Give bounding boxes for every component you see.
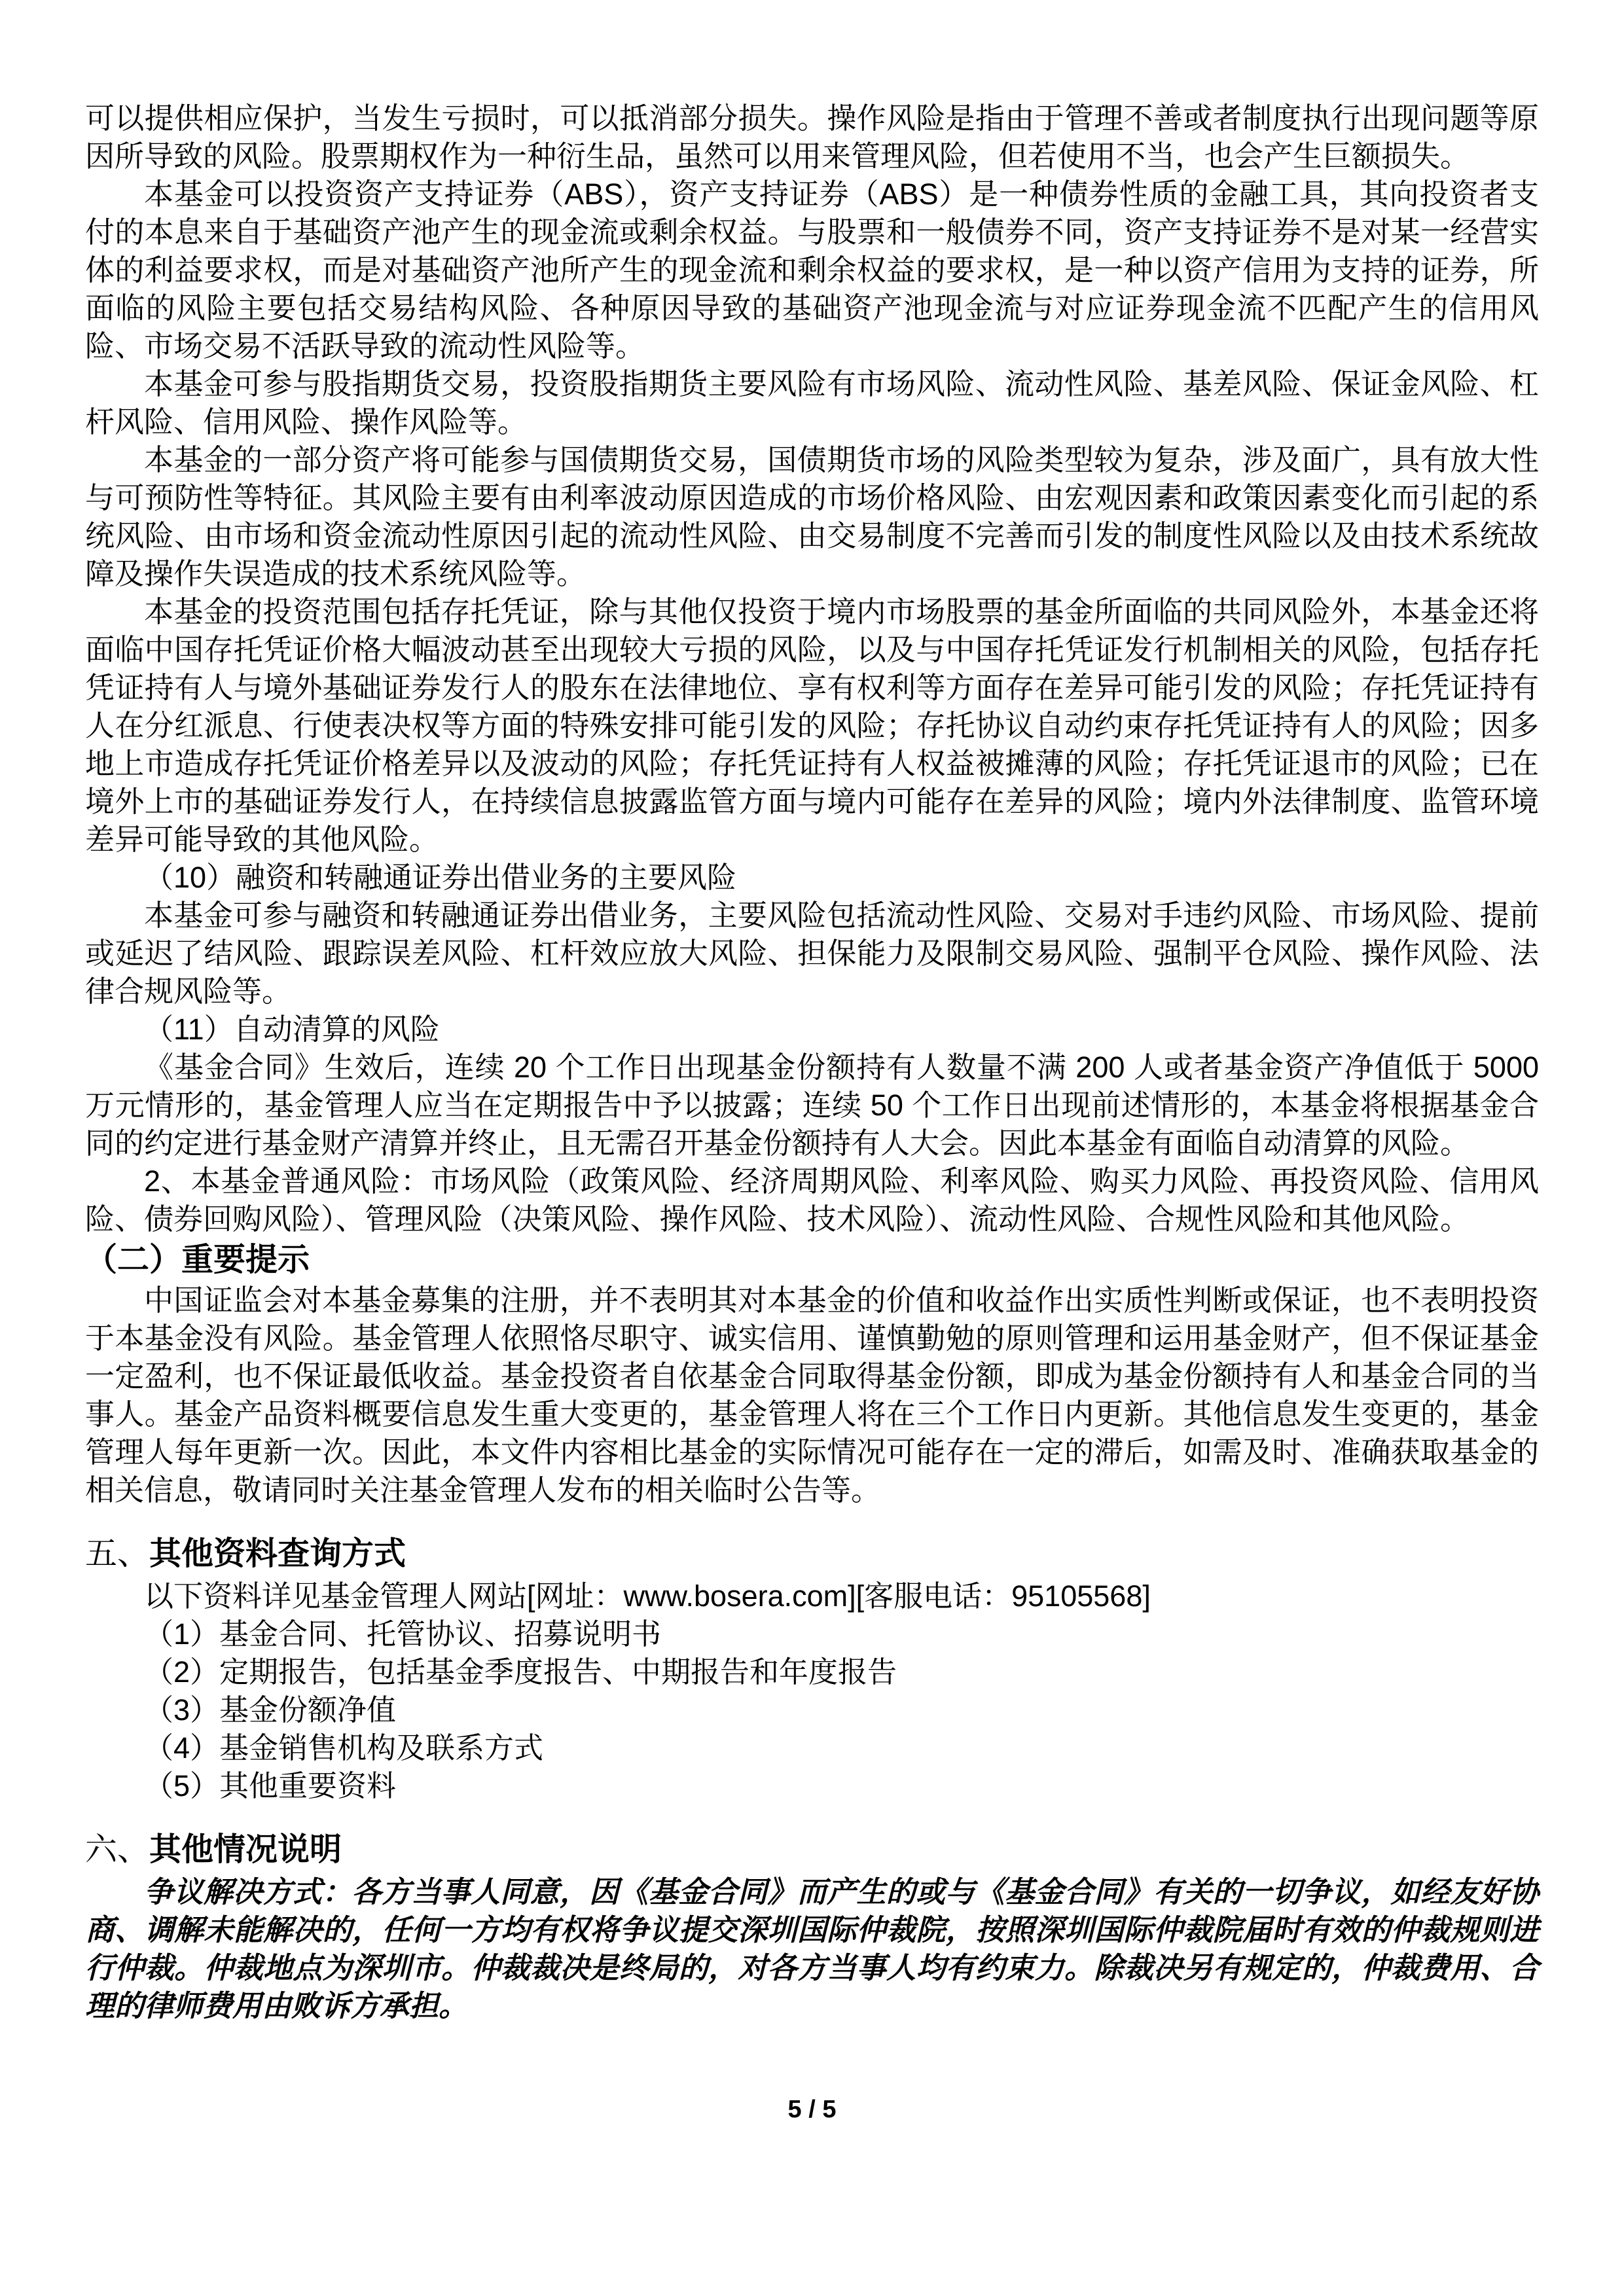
para-info-lookup-intro: 以下资料详见基金管理人网站[网址：www.bosera.com][客服电话：95105568] — [144, 1579, 1151, 1613]
heading-section-six — [85, 1829, 1539, 1871]
para-securities-lending-risk: 本基金可参与融资和转融通证券出借业务，主要风险包括流动性风险、交易对手违约风险、市场风险、提前或延迟了结风险、跟踪误差风险、杠杆效应放大风险、担保能力及限制交易风险、强制平仓风险、操作风险、法律合规风险等。 — [85, 899, 1539, 1008]
para-common-risks: 2、本基金普通风险：市场风险（政策风险、经济周期风险、利率风险、购买力风险、再投资风险、信用风险、债券回购风险）、管理风险（决策风险、操作风险、技术风险）、流动性风险、合规性风险和其他风险。 — [85, 1164, 1539, 1236]
heading-important-notice: （二）重要提示 — [85, 1242, 310, 1278]
subheading-securities-lending-risk: （10）融资和转融通证券出借业务的主要风险 — [144, 861, 737, 894]
para-auto-liquidation-risk: 《基金合同》生效后，连续 20 个工作日出现基金份额持有人数量不满 200 人或者基金资产净值低于 5000 万元情形的，基金管理人应当在定期报告中予以披露；连续 50 个工作日出现前述情形的，本基金将根据基金合同的约定进行基金财产清算并终止，且无需召开基金份额持有人大会。因此本基金有面临自动清算的风险。 — [85, 1050, 1539, 1160]
list-item-sales-agencies: （4）基金销售机构及联系方式 — [144, 1731, 544, 1765]
heading-section-five — [85, 1533, 1539, 1575]
page-number: 5 / 5 — [787, 2096, 837, 2123]
para-operation-risk: 可以提供相应保护，当发生亏损时，可以抵消部分损失。操作风险是指由于管理不善或者制度执行出现问题等原因所导致的风险。股票期权作为一种衍生品，虽然可以用来管理风险，但若使用不当，也会产生巨额损失。 — [85, 101, 1539, 173]
para-cdr-risk: 本基金的投资范围包括存托凭证，除与其他仅投资于境内市场股票的基金所面临的共同风险外，本基金还将面临中国存托凭证价格大幅波动甚至出现较大亏损的风险，以及与中国存托凭证发行机制相关的风险，包括存托凭证持有人与境外基础证券发行人的股东在法律地位、享有权利等方面存在差异可能引发的风险；存托凭证持有人在分红派息、行使表决权等方面的特殊安排可能引发的风险；存托协议自动约束存托凭证持有人的风险；因多地上市造成存托凭证价格差异以及波动的风险；存托凭证持有人权益被摊薄的风险；存托凭证退市的风险；已在境外上市的基础证券发行人，在持续信息披露监管方面与境内可能存在差异的风险；境内外法律制度、监管环境差异可能导致的其他风险。 — [85, 595, 1539, 856]
list-item-other-materials: （5）其他重要资料 — [144, 1769, 397, 1803]
para-dispute-resolution: 争议解决方式：各方当事人同意，因《基金合同》而产生的或与《基金合同》有关的一切争议，如经友好协商、调解未能解决的，任何一方均有权将争议提交深圳国际仲裁院，按照深圳国际仲裁院届时有效的仲裁规则进行仲裁。仲裁地点为深圳市。仲裁裁决是终局的，对各方当事人均有约束力。除裁决另有规定的，仲裁费用、合理的律师费用由败诉方承担。 — [85, 1875, 1539, 2022]
list-item-nav: （3）基金份额净值 — [144, 1693, 397, 1727]
para-abs-risk: 本基金可以投资资产支持证券（ABS），资产支持证券（ABS）是一种债券性质的金融工具，其向投资者支付的本息来自于基础资产池产生的现金流或剩余权益。与股票和一般债券不同，资产支持证券不是对某一经营实体的利益要求权，而是对基础资产池所产生的现金流和剩余权益的要求权，是一种以资产信用为支持的证券，所面临的风险主要包括交易结构风险、各种原因导致的基础资产池现金流与对应证券现金流不匹配产生的信用风险、市场交易不活跃导致的流动性风险等。 — [85, 177, 1539, 363]
list-item-fund-contract: （1）基金合同、托管协议、招募说明书 — [144, 1617, 662, 1651]
para-important-notice: 中国证监会对本基金募集的注册，并不表明其对本基金的价值和收益作出实质性判断或保证，也不表明投资于本基金没有风险。基金管理人依照恪尽职守、诚实信用、谨慎勤勉的原则管理和运用基金财产，但不保证基金一定盈利，也不保证最低收益。基金投资者自依基金合同取得基金份额，即成为基金份额持有人和基金合同的当事人。基金产品资料概要信息发生重大变更的，基金管理人将在三个工作日内更新。其他信息发生变更的，基金管理人每年更新一次。因此，本文件内容相比基金的实际情况可能存在一定的滞后，如需及时、准确获取基金的相关信息，敬请同时关注基金管理人发布的相关临时公告等。 — [85, 1283, 1539, 1507]
document-body — [85, 99, 1539, 2025]
section-five-number: 五、 — [85, 1536, 150, 1571]
section-five-title: 其他资料查询方式 — [149, 1536, 406, 1571]
section-six-number: 六、 — [85, 1832, 150, 1867]
para-index-futures-risk: 本基金可参与股指期货交易，投资股指期货主要风险有市场风险、流动性风险、基差风险、保证金风险、杠杆风险、信用风险、操作风险等。 — [85, 367, 1539, 439]
section-six-title: 其他情况说明 — [149, 1832, 342, 1867]
para-bond-futures-risk: 本基金的一部分资产将可能参与国债期货交易，国债期货市场的风险类型较为复杂，涉及面广，具有放大性与可预防性等特征。其风险主要有由利率波动原因造成的市场价格风险、由宏观因素和政策因素变化而引起的系统风险、由市场和资金流动性原因引起的流动性风险、由交易制度不完善而引发的制度性风险以及由技术系统故障及操作失误造成的技术系统风险等。 — [85, 443, 1539, 590]
list-item-periodic-reports: （2）定期报告，包括基金季度报告、中期报告和年度报告 — [144, 1655, 897, 1689]
subheading-auto-liquidation-risk: （11）自动清算的风险 — [144, 1013, 440, 1046]
